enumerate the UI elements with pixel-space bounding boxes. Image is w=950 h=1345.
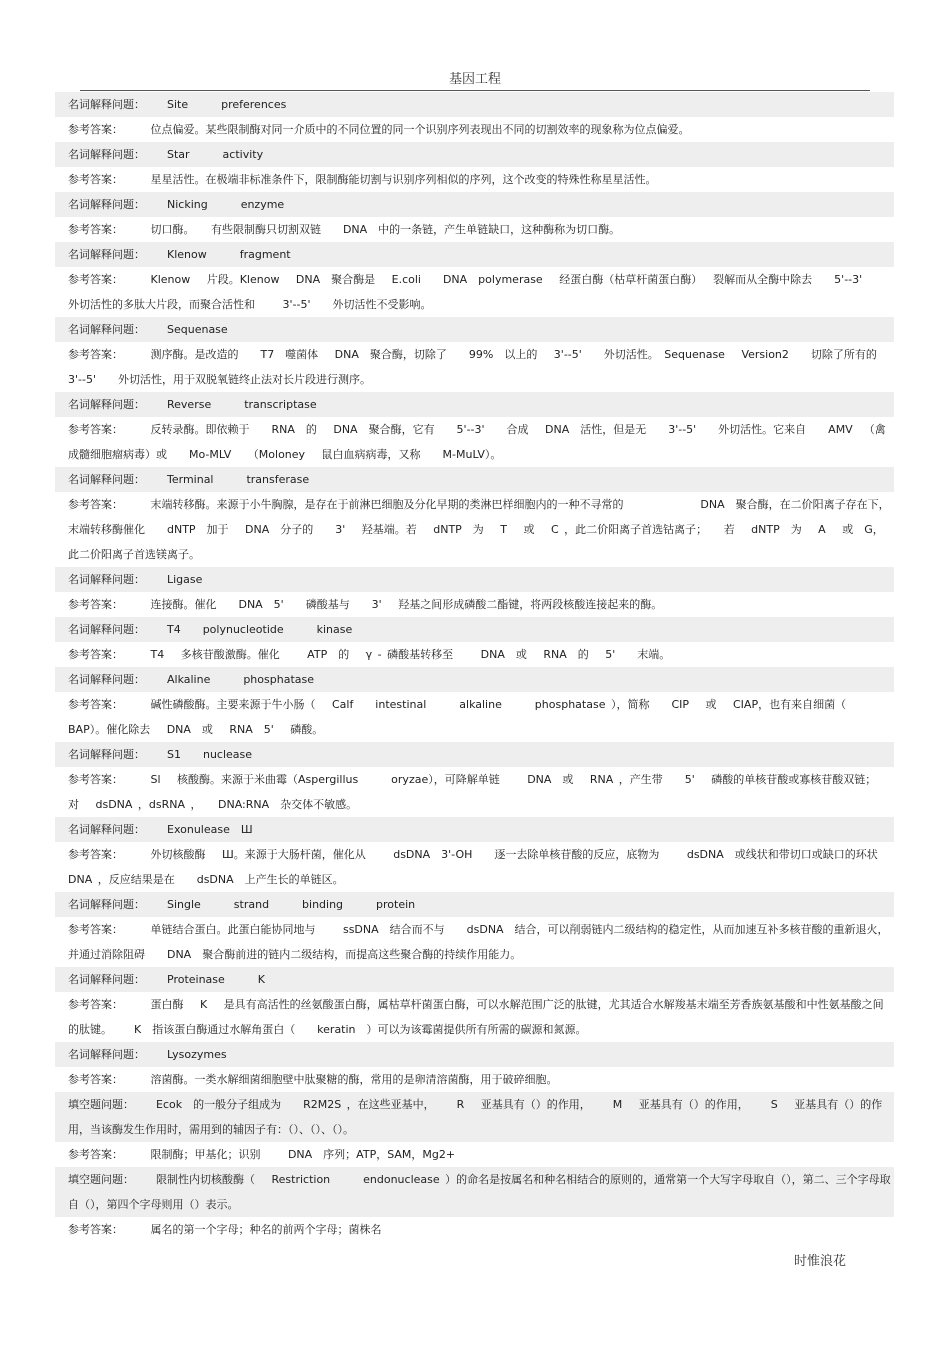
question-text: 限制性内切核酸酶（ Restriction endonuclease ）的命名是按属名和种名相结合的原则的，通常第一个大写字母取自（），第二、三个字母取自（），第四个字母则用（）表示。 (68, 1173, 891, 1211)
question-text: S1 nuclease (167, 748, 253, 761)
question-text: Ligase (167, 573, 203, 586)
qa-entry (55, 667, 894, 742)
qa-entry (55, 92, 894, 142)
question-row (55, 1167, 894, 1217)
answer-label: 参考答案： (68, 998, 123, 1011)
answer-text: 切口酶。 有些限制酶只切割双链 DNA 中的一条链，产生单链缺口，这种酶称为切口酶。 (150, 223, 621, 236)
qa-entry (55, 192, 894, 242)
answer-row (55, 642, 894, 667)
answer-row (55, 842, 911, 892)
answer-label: 参考答案： (68, 648, 123, 661)
answer-label: 参考答案： (68, 848, 123, 861)
answer-row (55, 1067, 894, 1092)
question-row (55, 817, 894, 842)
answer-row (55, 592, 894, 617)
question-label: 名词解释问题： (68, 323, 145, 336)
question-row (55, 742, 894, 767)
question-label: 名词解释问题： (68, 473, 145, 486)
question-label: 名词解释问题： (68, 1048, 145, 1061)
question-row (55, 92, 894, 117)
question-label: 名词解释问题： (68, 248, 145, 261)
answer-text: 反转录酶。即依赖于 RNA 的 DNA 聚合酶，它有 5'--3' 合成 DNA 活性，但是无 3'--5' 外切活性。它来自 AMV （禽成髓细胞瘤病毒）或 Mo-MLV （Moloney 鼠白血病病毒，又称 M-MuLV）。 (68, 423, 886, 461)
answer-label: 参考答案： (68, 423, 123, 436)
qa-entry (55, 817, 911, 892)
qa-entry (55, 1167, 894, 1242)
question-text: Alkaline phosphatase (167, 673, 314, 686)
answer-label: 参考答案： (68, 1073, 123, 1086)
answer-text: 属名的第一个字母；种名的前两个字母；菌株名 (150, 1223, 382, 1236)
answer-label: 参考答案： (68, 923, 123, 936)
qa-entry (55, 1042, 894, 1092)
answer-row (55, 1217, 894, 1242)
answer-row (55, 992, 894, 1042)
answer-label: 参考答案： (68, 1148, 123, 1161)
answer-row (55, 267, 894, 317)
question-text: Proteinase K (167, 973, 265, 986)
answer-row (55, 1142, 894, 1167)
question-label: 名词解释问题： (68, 398, 145, 411)
question-row (55, 667, 894, 692)
question-row (55, 242, 894, 267)
answer-row (55, 217, 894, 242)
question-label: 名词解释问题： (68, 198, 145, 211)
question-text: Sequenase (167, 323, 228, 336)
question-label: 填空题问题： (68, 1173, 134, 1186)
question-label: 名词解释问题： (68, 823, 145, 836)
page-title: 基因工程 (448, 72, 501, 87)
question-text: T4 polynucleotide kinase (167, 623, 353, 636)
question-row (55, 1042, 894, 1067)
question-text: Single strand binding protein (167, 898, 416, 911)
question-label: 名词解释问题： (68, 673, 145, 686)
qa-entry (55, 242, 894, 317)
qa-entry (55, 967, 894, 1042)
question-text: Lysozymes (167, 1048, 227, 1061)
question-row (55, 567, 894, 592)
question-row (55, 617, 894, 642)
answer-text: T4 多核苷酸激酶。催化 ATP 的 γ - 磷酸基转移至 DNA 或 RNA 的 5' 末端。 (150, 648, 671, 661)
qa-entry (55, 742, 894, 817)
question-text: Nicking enzyme (167, 198, 285, 211)
question-text: Terminal transferase (167, 473, 310, 486)
answer-text: 连接酶。催化 DNA 5' 磷酸基与 3' 羟基之间形成磷酸二酯键，将两段核酸连接起来的酶。 (150, 598, 663, 611)
question-text: Site preferences (167, 98, 287, 111)
question-row (55, 317, 894, 342)
question-label: 填空题问题： (68, 1098, 134, 1111)
qa-entry (55, 467, 894, 567)
question-row (55, 467, 894, 492)
answer-label: 参考答案： (68, 223, 123, 236)
answer-label: 参考答案： (68, 498, 123, 511)
question-row (55, 192, 894, 217)
answer-text: 碱性磷酸酶。主要来源于牛小肠（ Calf intestinal alkaline phosphatase ），简称 CIP 或 CIAP，也有来自细菌（ BAP）。催化除去 DNA 或 RNA 5' 磷酸。 (68, 698, 858, 736)
answer-row (55, 417, 894, 467)
question-label: 名词解释问题： (68, 748, 145, 761)
answer-label: 参考答案： (68, 273, 123, 286)
answer-row (55, 167, 894, 192)
answer-text: 蛋白酶 K 是具有高活性的丝氨酸蛋白酶，属枯草杆菌蛋白酶，可以水解范围广泛的肽键，尤其适合水解羧基末端至芳香族氨基酸和中性氨基酸之间的肽键。 K 指该蛋白酶通过水解角蛋白（ keratin ）可以为该霉菌提供所有所需的碳源和氮源。 (68, 998, 884, 1036)
qa-entry (55, 617, 894, 667)
qa-entry (55, 892, 894, 967)
answer-text: 位点偏爱。某些限制酶对同一介质中的不同位置的同一个识别序列表现出不同的切割效率的现象称为位点偏爱。 (150, 123, 690, 136)
footer-signature: 时惟浪花 (794, 1254, 847, 1269)
answer-row (55, 342, 899, 392)
question-row (55, 967, 894, 992)
header-divider (80, 90, 870, 91)
answer-row (55, 692, 894, 742)
question-row (55, 892, 894, 917)
answer-row (55, 492, 894, 567)
question-label: 名词解释问题： (68, 148, 145, 161)
answer-label: 参考答案： (68, 773, 123, 786)
answer-text: 溶菌酶。一类水解细菌细胞壁中肽聚糖的酶，常用的是卵清溶菌酶，用于破碎细胞。 (150, 1073, 558, 1086)
answer-label: 参考答案： (68, 598, 123, 611)
qa-list (55, 92, 911, 1242)
question-label: 名词解释问题： (68, 898, 145, 911)
answer-label: 参考答案： (68, 123, 123, 136)
question-row (55, 1092, 894, 1142)
question-row (55, 392, 894, 417)
qa-entry (55, 567, 894, 617)
answer-label: 参考答案： (68, 1223, 123, 1236)
question-text: Ecok 的一般分子组成为 R2M2S ，在这些亚基中， R 亚基具有（）的作用， M 亚基具有（）的作用， S 亚基具有（）的作用，当该酶发生作用时，需用到的辅因子有：（）、（）、（）。 (68, 1098, 883, 1136)
qa-entry (55, 392, 894, 467)
answer-text: Sl 核酸酶。来源于米曲霉（Aspergillus oryzae），可降解单链 DNA 或 RNA ，产生带 5' 磷酸的单核苷酸或寡核苷酸双链； 对 dsDNA ，dsRNA ， DNA:RNA 杂交体不敏感。 (68, 773, 893, 811)
question-label: 名词解释问题： (68, 98, 145, 111)
qa-entry (55, 317, 899, 392)
answer-label: 参考答案： (68, 173, 123, 186)
answer-row (55, 917, 894, 967)
answer-text: 末端转移酶。来源于小牛胸腺，是存在于前淋巴细胞及分化早期的类淋巴样细胞内的一种不寻常的 DNA 聚合酶，在二价阳离子存在下，末端转移酶催化 dNTP 加于 DNA 分子的 3' 羟基端。若 dNTP 为 T 或 C ，此二价阳离子首选钴离子； 若 dNTP 为 A 或 G，此二价阳离子首选镁离子。 (68, 498, 890, 561)
answer-text: 星星活性。在极端非标准条件下，限制酶能切割与识别序列相似的序列，这个改变的特殊性称星星活性。 (150, 173, 657, 186)
question-label: 名词解释问题： (68, 573, 145, 586)
answer-text: 单链结合蛋白。此蛋白能协同地与 ssDNA 结合而不与 dsDNA 结合，可以削弱链内二级结构的稳定性，从而加速互补多核苷酸的重新退火，并通过消除阻碍 DNA 聚合酶前进的链内二级结构，而提高这些聚合酶的持续作用能力。 (68, 923, 889, 961)
question-label: 名词解释问题： (68, 973, 145, 986)
question-text: Star activity (167, 148, 264, 161)
answer-row (55, 767, 894, 817)
answer-text: Klenow 片段。Klenow DNA 聚合酶是 E.coli DNA polymerase 经蛋白酶（枯草杆菌蛋白酶） 裂解而从全酶中除去 5'--3' 外切活性的多肽大片段，而聚合活性和 3'--5' 外切活性不受影响。 (68, 273, 885, 311)
qa-entry (55, 1092, 894, 1167)
question-label: 名词解释问题： (68, 623, 145, 636)
answer-text: 限制酶；甲基化；识别 DNA 序列；ATP，SAM，Mg2+ (150, 1148, 456, 1161)
qa-entry (55, 142, 894, 192)
answer-text: 外切核酸酶 Ш。来源于大肠杆菌，催化从 dsDNA 3'-OH 逐一去除单核苷酸的反应，底物为 dsDNA 或线状和带切口或缺口的环状 DNA ，反应结果是在 dsDNA 上产生长的单链区。 (68, 848, 911, 886)
question-text: Exonulease Ш (167, 823, 253, 836)
question-text: Reverse transcriptase (167, 398, 317, 411)
question-row (55, 142, 894, 167)
answer-label: 参考答案： (68, 698, 123, 711)
question-text: Klenow fragment (167, 248, 291, 261)
answer-text: 测序酶。是改造的 T7 噬菌体 DNA 聚合酶，切除了 99% 以上的 3'--5' 外切活性。 Sequenase Version2 切除了所有的 3'--5' 外切活性，用于双脱氧链终止法对长片段进行测序。 (68, 348, 899, 386)
answer-label: 参考答案： (68, 348, 123, 361)
answer-row (55, 117, 894, 142)
